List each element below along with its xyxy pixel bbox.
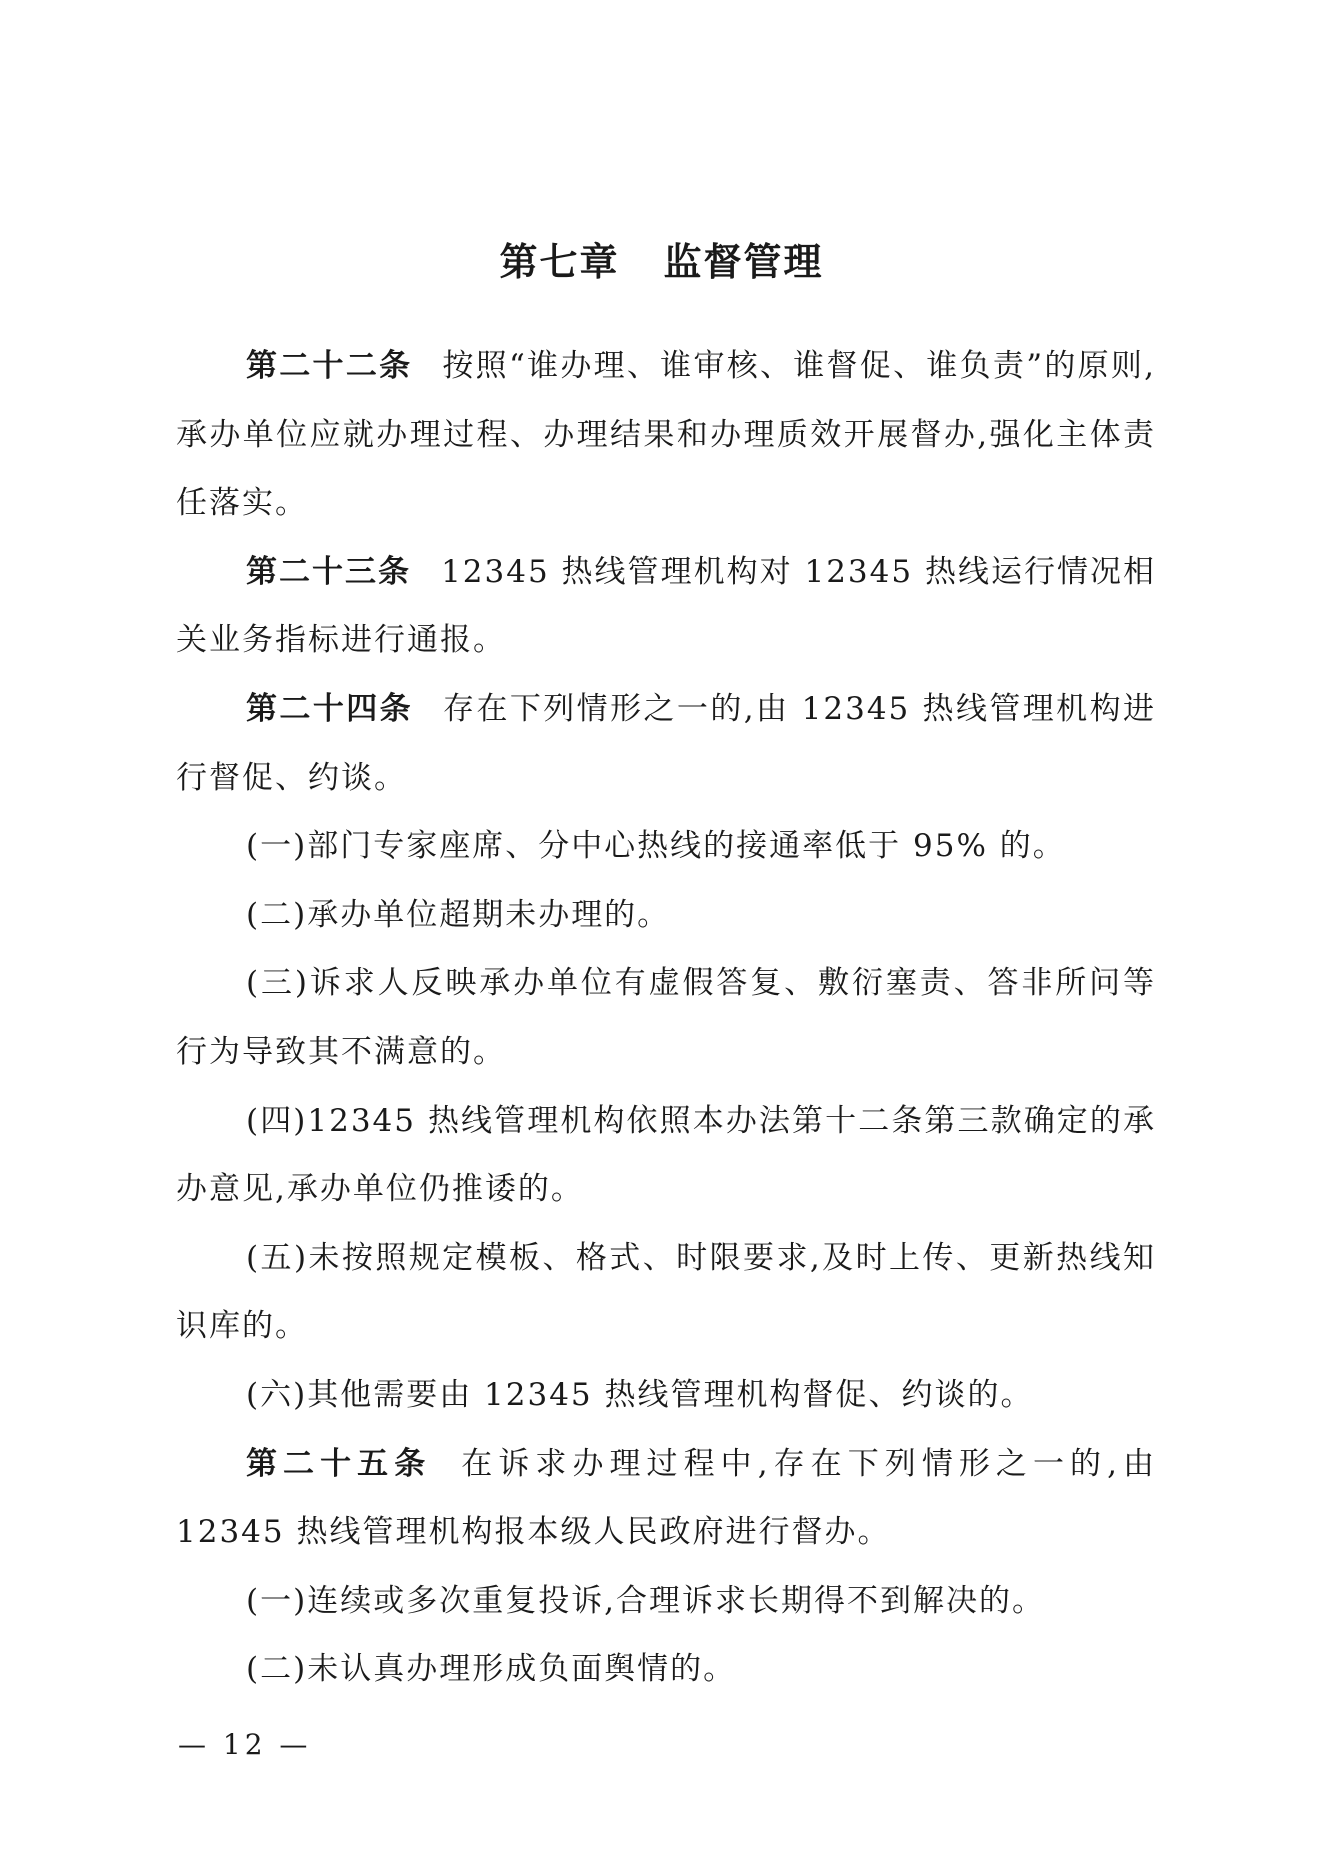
item-text: (五)未按照规定模板、格式、时限要求,及时上传、更新热线知识库的。 xyxy=(176,1239,1156,1345)
article-text: 在诉求办理过程中,存在下列情形之一的,由 12345 热线管理机构报本级人民政府进行督办。 xyxy=(176,1445,1157,1551)
list-item xyxy=(176,1224,1156,1361)
article-label: 第二十二条 xyxy=(246,348,413,384)
article-23 xyxy=(176,538,1156,675)
list-item xyxy=(176,949,1156,1086)
item-text: (三)诉求人反映承办单位有虚假答复、敷衍塞责、答非所问等行为导致其不满意的。 xyxy=(176,965,1156,1070)
chapter-name: 监督管理 xyxy=(663,239,824,284)
article-label: 第二十三条 xyxy=(246,553,412,590)
list-item xyxy=(176,1087,1156,1224)
list-item xyxy=(176,1361,1156,1430)
list-item xyxy=(176,881,1156,950)
list-item xyxy=(176,1635,1156,1704)
article-text: 12345 热线管理机构对 12345 热线运行情况相关业务指标进行通报。 xyxy=(176,553,1157,659)
list-item xyxy=(176,1567,1156,1636)
article-label: 第二十四条 xyxy=(246,690,414,727)
item-text: (四)12345 热线管理机构依照本办法第十二条第三款确定的承办意见,承办单位仍推诿的。 xyxy=(176,1102,1156,1208)
article-25 xyxy=(176,1430,1156,1567)
list-item xyxy=(176,812,1156,881)
chapter-label: 第七章 xyxy=(499,239,620,284)
item-text: (二)未认真办理形成负面舆情的。 xyxy=(246,1651,737,1688)
article-label: 第二十五条 xyxy=(246,1445,432,1482)
item-text: (二)承办单位超期未办理的。 xyxy=(246,896,671,933)
article-text: 按照“谁办理、谁审核、谁督促、谁负责”的原则,承办单位应就办理过程、办理结果和办理质效开展督办,强化主体责任落实。 xyxy=(176,348,1156,522)
article-24 xyxy=(176,675,1156,812)
chapter-title xyxy=(0,236,1323,288)
item-text: (一)连续或多次重复投诉,合理诉求长期得不到解决的。 xyxy=(246,1582,1046,1619)
chapter-body xyxy=(176,332,1156,1704)
item-text: (一)部门专家座席、分中心热线的接通率低于 95% 的。 xyxy=(246,828,1066,865)
page-number: — 12 — xyxy=(178,1728,312,1761)
article-22 xyxy=(176,332,1156,538)
item-text: (六)其他需要由 12345 热线管理机构督促、约谈的。 xyxy=(246,1376,1034,1413)
article-text: 存在下列情形之一的,由 12345 热线管理机构进行督促、约谈。 xyxy=(176,690,1156,796)
